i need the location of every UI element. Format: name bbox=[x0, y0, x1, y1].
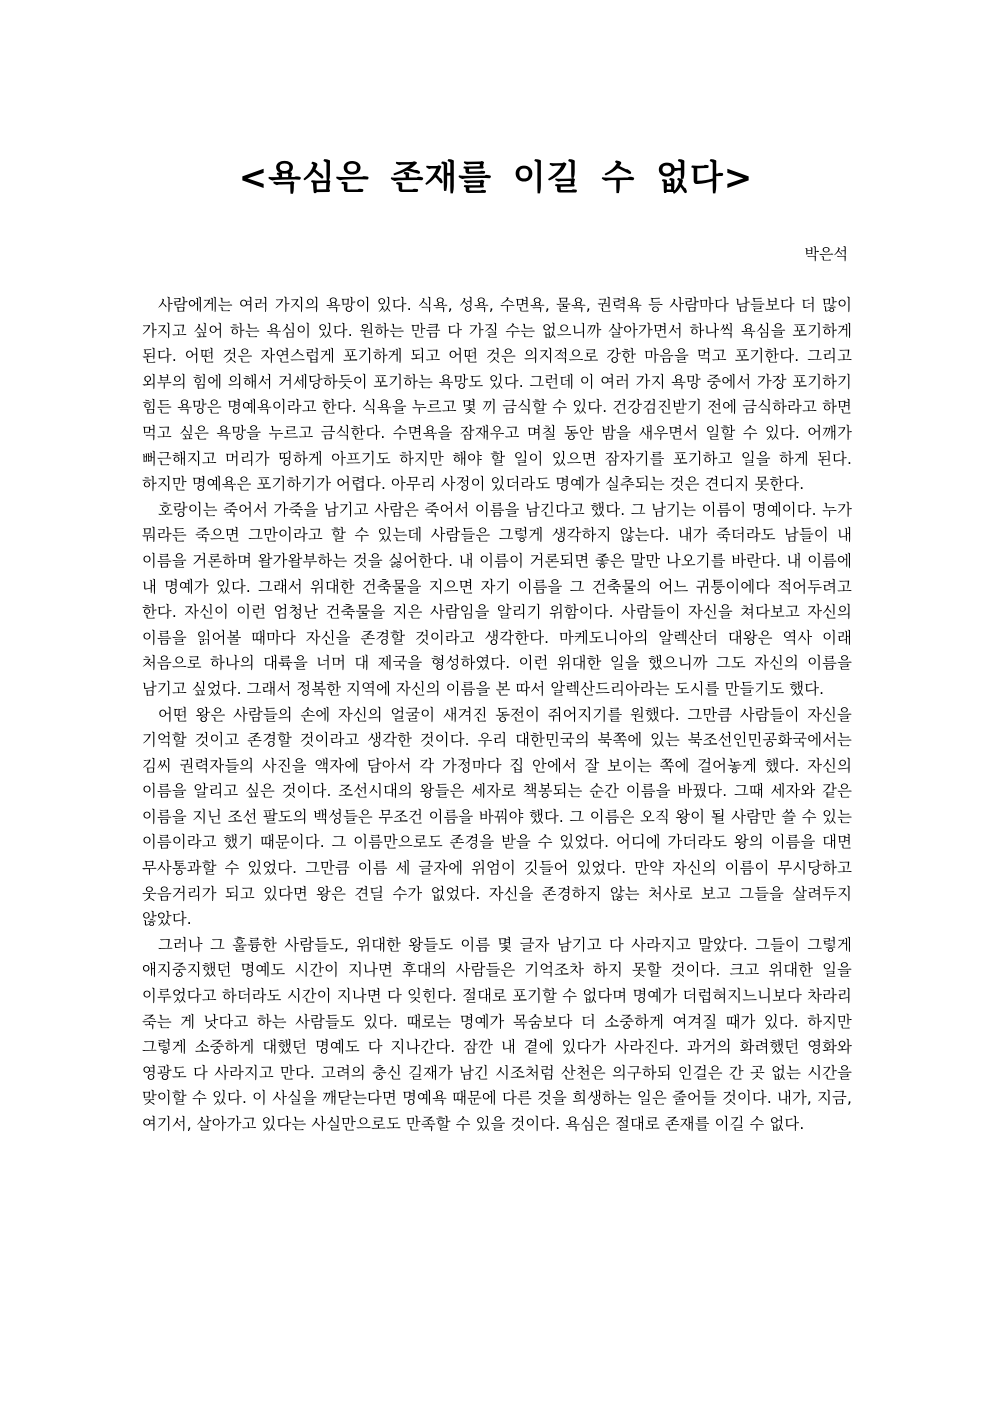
paragraph: 어떤 왕은 사람들의 손에 자신의 얼굴이 새겨진 동전이 쥐어지기를 원했다. 그만큼 사람들이 자신을 기억할 것이고 존경할 것이라고 생각한 것이다. 우리 대한민국의 북쪽에 있는 북조선인민공화국에서는 김씨 권력자들의 사진을 액자에 담아서 각 가정마다 집 안에서 잘 보이는 쪽에 걸어놓게 했다. 자신의 이름을 알리고 싶은 것이다. 조선시대의 왕들은 세자로 책봉되는 순간 이름을 바꿨다. 그때 세자와 같은 이름을 지닌 조선 팔도의 백성들은 무조건 이름을 바꿔야 했다. 그 이름은 오직 왕이 될 사람만 쓸 수 있는 이름이라고 했기 때문이다. 그 이름만으로도 존경을 받을 수 있었다. 어디에 가더라도 왕의 이름을 대면 무사통과할 수 있었다. 그만큼 이름 세 글자에 위엄이 깃들어 있었다. 만약 자신의 이름이 무시당하고 웃음거리가 되고 있다면 왕은 견딜 수가 없었다. 자신을 존경하지 않는 처사로 보고 그들을 살려두지 않았다. bbox=[142, 705, 852, 929]
author-name: 박은석 bbox=[804, 245, 848, 263]
paragraph: 호랑이는 죽어서 가죽을 남기고 사람은 죽어서 이름을 남긴다고 했다. 그 남기는 이름이 명예이다. 누가 뭐라든 죽으면 그만이라고 할 수 있는데 사람들은 그렇게 생각하지 않는다. 내가 죽더라도 남들이 내 이름을 거론하며 왈가왈부하는 것을 싫어한다. 내 이름이 거론되면 좋은 말만 나오기를 바란다. 내 이름에 내 명예가 있다. 그래서 위대한 건축물을 지으면 자기 이름을 그 건축물의 어느 귀퉁이에다 적어두려고 한다. 자신이 이런 엄청난 건축물을 지은 사람임을 알리기 위함이다. 사람들이 자신을 쳐다보고 자신의 이름을 읽어볼 때마다 자신을 존경할 것이라고 생각한다. 마케도니아의 알렉산더 대왕은 역사 이래 처음으로 하나의 대륙을 너머 대 제국을 형성하였다. 이런 위대한 일을 했으니까 그도 자신의 이름을 남기고 싶었다. 그래서 정복한 지역에 자신의 이름을 본 따서 알렉산드리아라는 도시를 만들기도 했다. bbox=[142, 500, 852, 698]
document-title: <욕심은 존재를 이길 수 없다> bbox=[238, 158, 754, 198]
paragraph: 사람에게는 여러 가지의 욕망이 있다. 식욕, 성욕, 수면욕, 물욕, 권력욕 등 사람마다 남들보다 더 많이 가지고 싶어 하는 욕심이 있다. 원하는 만큼 다 가질 수는 없으니까 살아가면서 하나씩 욕심을 포기하게 된다. 어떤 것은 자연스럽게 포기하게 되고 어떤 것은 의지적으로 강한 마음을 먹고 포기한다. 그리고 외부의 힘에 의해서 거세당하듯이 포기하는 욕망도 있다. 그런데 이 여러 가지 욕망 중에서 가장 포기하기 힘든 욕망은 명예욕이라고 한다. 식욕을 누르고 몇 끼 금식할 수 있다. 건강검진받기 전에 금식하라고 하면 먹고 싶은 욕망을 누르고 금식한다. 수면욕을 잠재우고 며칠 동안 밤을 새우면서 일할 수 있다. 어깨가 뻐근해지고 머리가 띵하게 아프기도 하지만 해야 할 일이 있으면 잠자기를 포기하고 일을 하게 된다. 하지만 명예욕은 포기하기가 어렵다. 아무리 사정이 있더라도 명예가 실추되는 것은 견디지 못한다. bbox=[142, 296, 852, 494]
paragraph: 그러나 그 훌륭한 사람들도, 위대한 왕들도 이름 몇 글자 남기고 다 사라지고 말았다. 그들이 그렇게 애지중지했던 명예도 시간이 지나면 후대의 사람들은 기억조차 하지 못할 것이다. 크고 위대한 일을 이루었다고 하더라도 시간이 지나면 다 잊힌다. 절대로 포기할 수 없다며 명예가 더럽혀지느니보다 차라리 죽는 게 낫다고 하는 사람들도 있다. 때로는 명예가 목숨보다 더 소중하게 여겨질 때가 있다. 하지만 그렇게 소중하게 대했던 명예도 다 지나간다. 잠깐 내 곁에 있다가 사라진다. 과거의 화려했던 영화와 영광도 다 사라지고 만다. 고려의 충신 길재가 남긴 시조처럼 산천은 의구하되 인걸은 간 곳 없는 시간을 맞이할 수 있다. 이 사실을 깨닫는다면 명예욕 때문에 다른 것을 희생하는 일은 줄어들 것이다. 내가, 지금, 여기서, 살아가고 있다는 사실만으로도 만족할 수 있을 것이다. 욕심은 절대로 존재를 이길 수 없다. bbox=[142, 935, 852, 1133]
document-body bbox=[142, 293, 852, 1138]
